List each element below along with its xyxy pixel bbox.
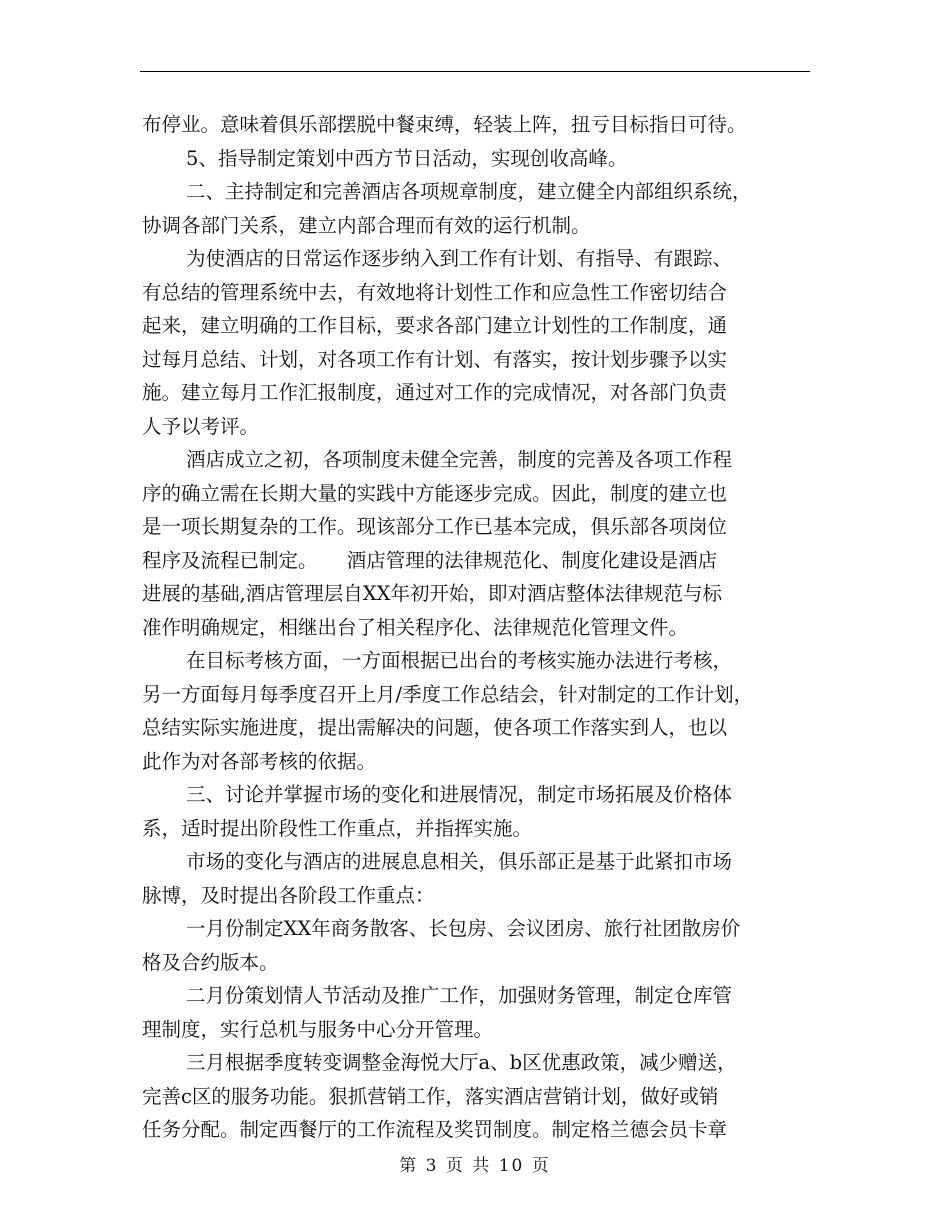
text-line: 另一方面每月每季度召开上月/季度工作总结会，针对制定的工作计划， <box>142 682 754 706</box>
text-line: 起来，建立明确的工作目标，要求各部门建立计划性的工作制度，通 <box>142 314 728 337</box>
text-line: 一月份制定XX年商务散客、长包房、会议团房、旅行社团散房价 <box>186 917 741 940</box>
text-line: 进展的基础,酒店管理层自XX年初开始，即对酒店整体法律规范与标 <box>142 582 722 605</box>
page-number-footer: 第 3 页 共 10 页 <box>399 1156 551 1176</box>
text-line: 完善c区的服务功能。狠抓营销工作，落实酒店营销计划，做好或销 <box>142 1084 719 1108</box>
text-line: 任务分配。制定西餐厅的工作流程及奖罚制度。制定格兰德会员卡章 <box>142 1118 728 1141</box>
text-line: 为使酒店的日常运作逐步纳入到工作有计划、有指导、有跟踪、 <box>186 247 733 270</box>
text-line: 二、主持制定和完善酒店各项规章制度，建立健全内部组织系统， <box>186 180 752 203</box>
header-rule <box>140 71 810 72</box>
text-line: 酒店成立之初，各项制度未健全完善，制度的完善及各项工作程 <box>186 448 733 471</box>
text-line: 序的确立需在长期大量的实践中方能逐步完成。因此，制度的建立也 <box>142 481 728 505</box>
text-line: 程序及流程已制定。 酒店管理的法律规范化、制度化建设是酒店 <box>142 548 718 572</box>
text-line: 脉博，及时提出各阶段工作重点： <box>142 883 435 907</box>
text-line: 三月根据季度转变调整金海悦大厅a、b区优惠政策，减少赠送， <box>186 1051 737 1074</box>
text-line: 协调各部门关系，建立内部合理而有效的运行机制。 <box>142 213 591 237</box>
text-line: 布停业。意味着俱乐部摆脱中餐束缚，轻装上阵，扭亏目标指日可待。 <box>142 113 747 136</box>
text-line: 过每月总结、计划，对各项工作有计划、有落实，按计划步骤予以实 <box>142 347 728 371</box>
text-line: 系，适时提出阶段性工作重点，并指挥实施。 <box>142 816 533 840</box>
text-line: 在目标考核方面，一方面根据已出台的考核实施办法进行考核， <box>186 649 733 672</box>
text-line: 有总结的管理系统中去，有效地将计划性工作和应急性工作密切结合 <box>142 280 728 304</box>
text-line: 三、讨论并掌握市场的变化和进展情况，制定市场拓展及价格体 <box>186 783 733 806</box>
text-line: 二月份策划情人节活动及推广工作，加强财务管理，制定仓库管 <box>186 984 733 1007</box>
text-line: 理制度，实行总机与服务中心分开管理。 <box>142 1017 494 1041</box>
text-line: 总结实际实施进度，提出需解决的问题，使各项工作落实到人，也以 <box>142 716 728 739</box>
text-line: 准作明确规定，相继出台了相关程序化、法律规范化管理文件。 <box>142 615 689 639</box>
text-line: 5、指导制定策划中西方节日活动，实现创收高峰。 <box>186 146 628 170</box>
text-line: 市场的变化与酒店的进展息息相关，俱乐部正是基于此紧扣市场 <box>186 850 733 873</box>
text-line: 施。建立每月工作汇报制度，通过对工作的完成情况，对各部门负责 <box>142 381 728 404</box>
document-body <box>142 108 814 1147</box>
text-line: 是一项长期复杂的工作。现该部分工作已基本完成，俱乐部各项岗位 <box>142 515 728 538</box>
text-line: 人予以考评。 <box>142 414 260 438</box>
text-line: 格及合约版本。 <box>142 950 279 974</box>
text-line: 此作为对各部考核的依据。 <box>142 749 377 773</box>
